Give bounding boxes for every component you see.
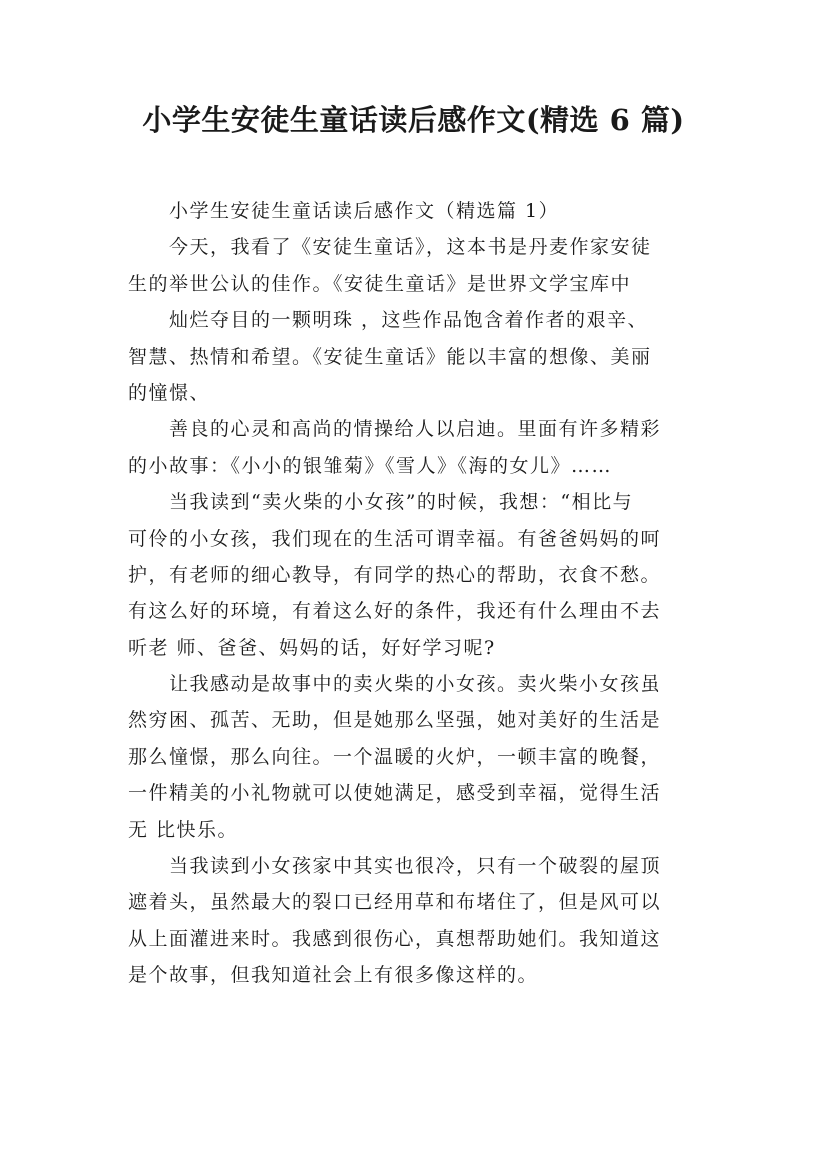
text-line: 护，有老师的细心教导，有同学的热心的帮助，衣食不愁。 — [128, 563, 662, 586]
text-line: 灿烂夺目的一颗明珠 ，这些作品饱含着作者的艰辛、 — [169, 309, 649, 332]
document-body — [128, 193, 728, 994]
text-line: 是个故事，但我知道社会上有很多像这样的。 — [128, 964, 539, 987]
text-line: 从上面灌进来时。我感到很伤心，真想帮助她们。我知道这 — [128, 927, 662, 950]
text-line: 今天，我看了《安徒生童话》，这本书是丹麦作家安徒 — [169, 236, 652, 259]
text-line: 的憧憬、 — [128, 381, 211, 404]
text-line: 小学生安徒生童话读后感作文（精选篇 1） — [169, 200, 560, 222]
text-line: 当我读到小女孩家中其实也很冷，只有一个破裂的屋顶 — [169, 855, 662, 878]
text-line: 无 比快乐。 — [128, 818, 239, 841]
text-line: 让我感动是故事中的卖火柴的小女孩。卖火柴小女孩虽 — [169, 673, 662, 696]
text-line: 智慧、热情和希望。《安徒生童话》能以丰富的想像、美丽 — [128, 345, 652, 368]
text-line: 当我读到“卖火柴的小女孩”的时候，我想：“相比与 — [169, 491, 634, 514]
text-line: 有这么好的环境，有着这么好的条件，我还有什么理由不去 — [128, 600, 662, 623]
text-line: 那么憧憬，那么向往。一个温暖的火炉，一顿丰富的晚餐， — [128, 745, 662, 768]
text-line: 可伶的小女孩，我们现在的生活可谓幸福。有爸爸妈妈的呵 — [128, 527, 662, 550]
text-line: 听老 师、爸爸、妈妈的话，好好学习呢? — [128, 636, 496, 659]
text-line: 遮着头，虽然最大的裂口已经用草和布堵住了，但是风可以 — [128, 891, 662, 914]
text-line: 一件精美的小礼物就可以使她满足，感受到幸福，觉得生活 — [128, 782, 662, 805]
text-line: 生的举世公认的佳作。《安徒生童话》是世界文学宝库中 — [128, 272, 632, 295]
text-line: 的小故事：《小小的银雏菊》《雪人》《海的女儿》…… — [128, 454, 613, 477]
text-line: 然穷困、孤苦、无助，但是她那么坚强，她对美好的生活是 — [128, 709, 662, 732]
document-title: 小学生安徒生童话读后感作文(精选 6 篇) — [142, 103, 685, 137]
text-line: 善良的心灵和高尚的情操给人以启迪。里面有许多精彩 — [169, 418, 662, 441]
